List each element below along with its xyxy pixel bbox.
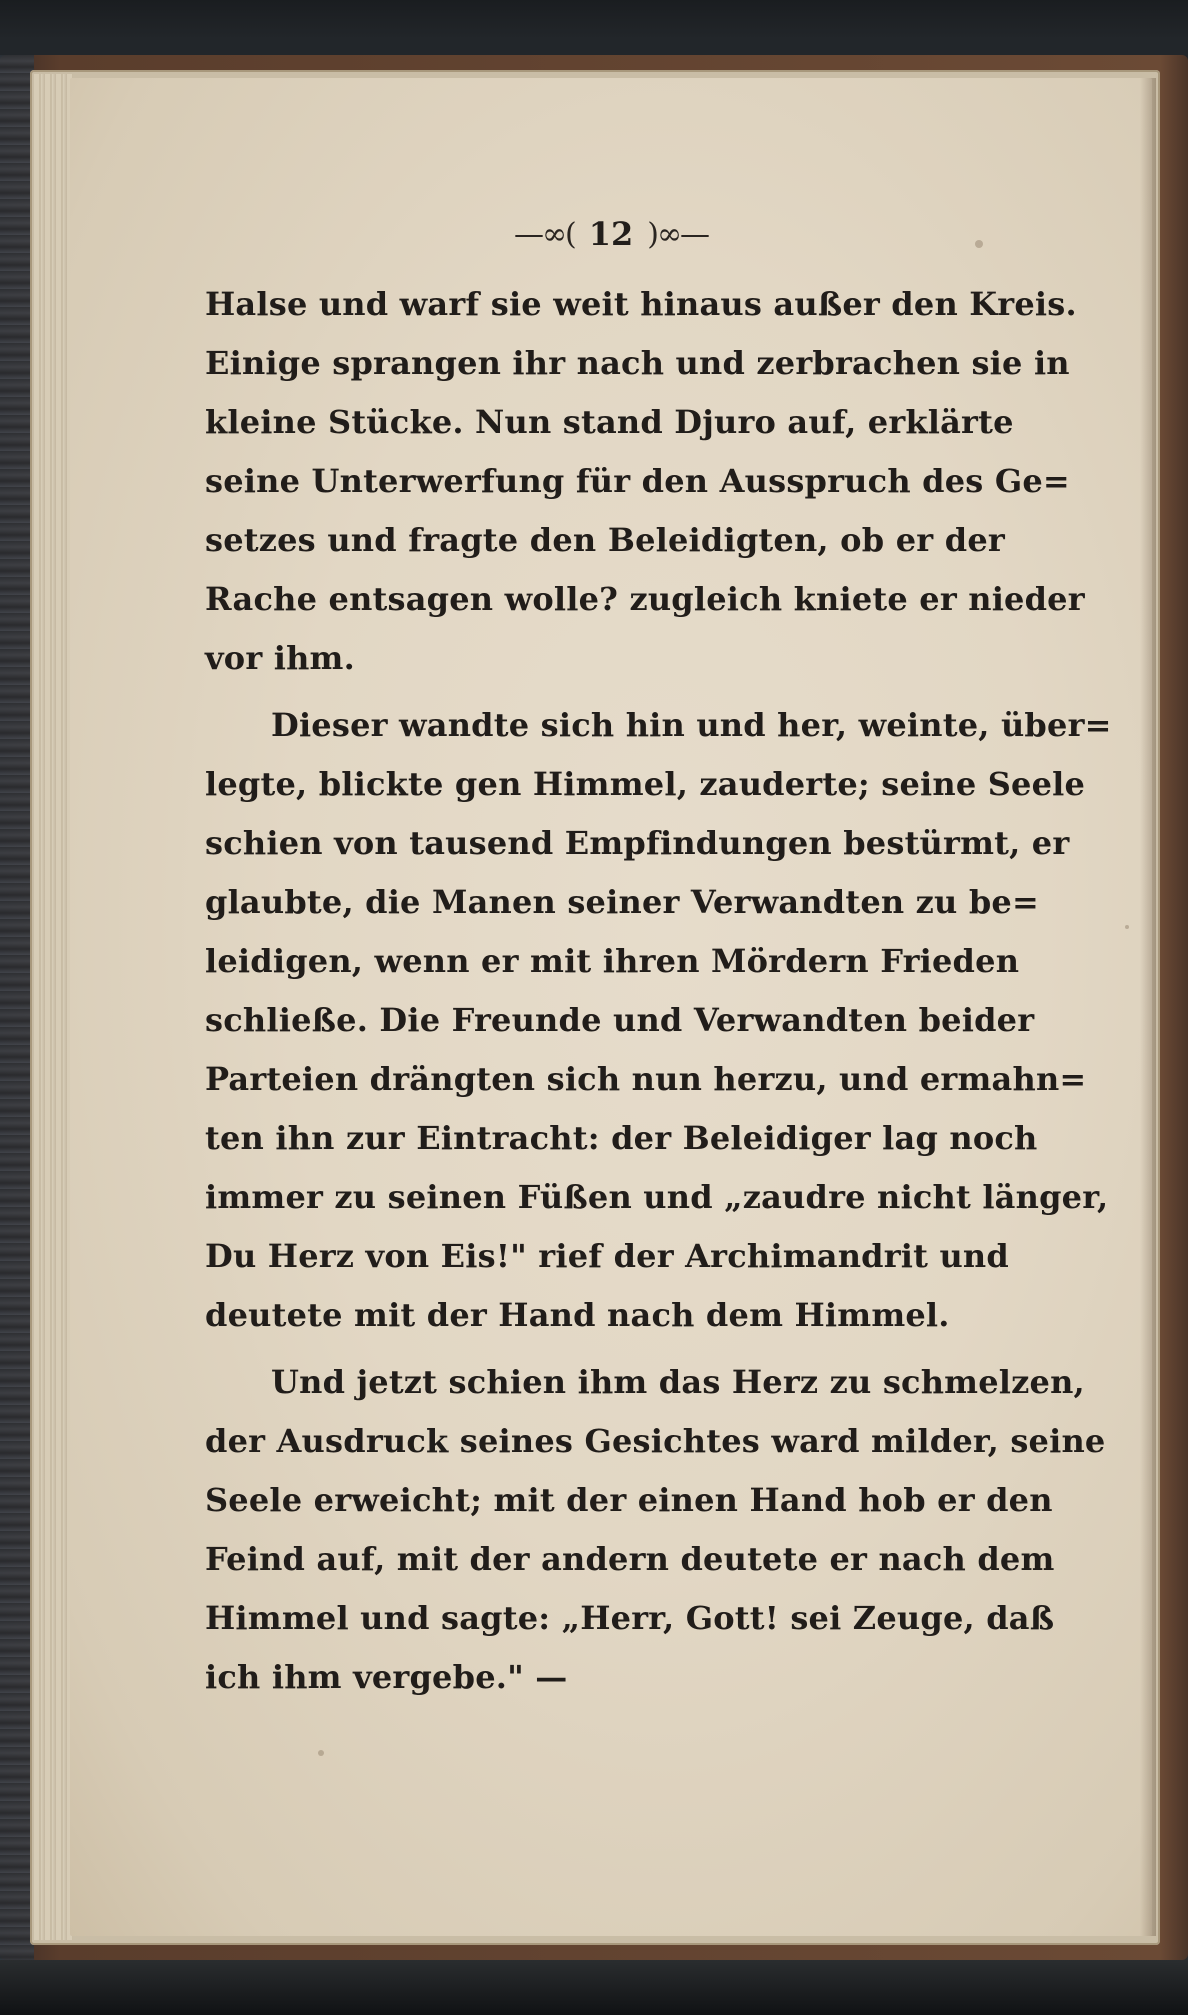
page-edges [34,74,74,1940]
paper-speck [1125,925,1129,929]
text-line: ich ihm vergebe." — [205,1658,568,1696]
page-shadow [1140,78,1156,1936]
text-line: immer zu seinen Füßen und „zaudre nicht länger, [205,1178,1109,1216]
text-line: schien von tausend Empfindungen bestürmt, er [205,824,1070,862]
paragraph [205,1353,1106,1707]
text-line: Du Herz von Eis!" rief der Archimandrit und [205,1237,1009,1275]
text-line: legte, blickte gen Himmel, zauderte; seine Seele [205,765,1086,803]
text-line: Halse und warf sie weit hinaus außer den Kreis. [205,285,1077,323]
book-spine-texture [0,55,34,1960]
ornament-left: —∞( [514,216,575,252]
text-line: der Ausdruck seines Gesichtes ward milder, seine [205,1422,1106,1460]
text-line: Feind auf, mit der andern deutete er nach dem [205,1540,1055,1578]
text-line: Und jetzt schien ihm das Herz zu schmelzen, [271,1363,1085,1401]
paper-speck [975,240,983,248]
text-line: deutete mit der Hand nach dem Himmel. [205,1296,950,1334]
text-line: ten ihn zur Eintracht: der Beleidiger lag noch [205,1119,1038,1157]
text-line: glaubte, die Manen seiner Verwandten zu be= [205,883,1040,921]
text-line: Einige sprangen ihr nach und zerbrachen sie in [205,344,1070,382]
paragraph [205,275,1085,688]
paper-speck [318,1750,324,1756]
page-number: 12 [588,215,634,253]
text-line: leidigen, wenn er mit ihren Mördern Frieden [205,942,1020,980]
text-line: seine Unterwerfung für den Ausspruch des Ge= [205,462,1070,500]
ornament-right: )∞— [647,216,708,252]
text-line: Dieser wandte sich hin und her, weinte, über= [271,706,1112,744]
text-line: Seele erweicht; mit der einen Hand hob er den [205,1481,1053,1519]
text-line: Parteien drängten sich nun herzu, und ermahn= [205,1060,1087,1098]
text-line: setzes und fragte den Beleidigten, ob er der [205,521,1005,559]
text-line: kleine Stücke. Nun stand Djuro auf, erklärte [205,403,1014,441]
text-line: vor ihm. [205,639,355,677]
body-text [205,275,1112,1707]
page-header [448,210,774,258]
paragraph [205,696,1112,1345]
text-line: Rache entsagen wolle? zugleich kniete er nieder [205,580,1085,618]
text-line: Himmel und sagte: „Herr, Gott! sei Zeuge, daß [205,1599,1055,1637]
text-line: schließe. Die Freunde und Verwandten beider [205,1001,1035,1039]
